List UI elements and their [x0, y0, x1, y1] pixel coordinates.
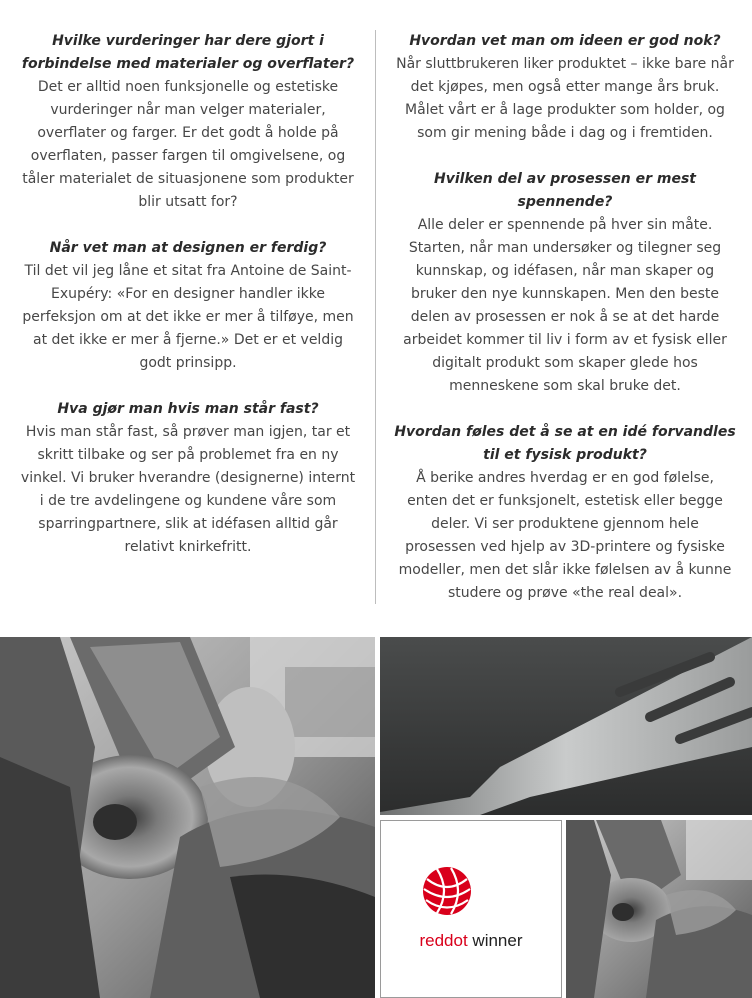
question: Hvordan føles det å se at en idé forvandles til et fysisk produkt? [394, 424, 736, 463]
left-column [20, 30, 356, 582]
reddot-logo-icon [421, 865, 473, 917]
question: Hvilke vurderinger har dere gjort i forbindelse med materialer og overflater? [21, 33, 355, 72]
qa-block [394, 30, 736, 145]
qa-block [20, 237, 356, 375]
qa-block [394, 168, 736, 398]
reddot-winner-label [381, 931, 561, 951]
grinding-wheel-photo [0, 637, 375, 998]
qa-block [394, 421, 736, 605]
qa-block [20, 398, 356, 559]
winner-word: winner [467, 931, 523, 950]
answer: Hvis man står fast, så prøver man igjen, tar et skritt tilbake og ser på problemet fra en ny vinkel. Vi bruker hverandre (designerne) internt i de tre avdelingene og kundene våre som sparringpartnere, slik at idéfasen alltid går relativt knirkefritt. [20, 424, 356, 555]
reddot-brand: reddot [419, 931, 468, 950]
question: Hvilken del av prosessen er mest spennende? [434, 171, 696, 210]
grinding-wheel-photo-small [566, 820, 752, 998]
answer: Til det vil jeg låne et sitat fra Antoine de Saint-Exupéry: «For en designer handler ikke perfeksjon om at det ikke er mer å tilføye, men at det ikke er mer å fjerne.» Det er et veldig godt prinsipp. [22, 263, 354, 371]
answer: Å berike andres hverdag er en god følelse, enten det er funksjonelt, estetisk eller begge deler. Vi ser produktene gjennom hele prosessen ved hjelp av 3D-printere og fysiske modeller, men det slår ikke følelsen av å kunne studere og prøve «the real deal». [398, 470, 732, 601]
qa-block [20, 30, 356, 214]
column-divider [375, 30, 376, 604]
fork-closeup-photo [380, 637, 752, 815]
question: Hva gjør man hvis man står fast? [57, 401, 319, 417]
question: Når vet man at designen er ferdig? [49, 240, 327, 256]
answer: Det er alltid noen funksjonelle og estetiske vurderinger når man velger materialer, overflater og farger. Er det godt å holde på overflaten, passer fargen til omgivelsene, og tåler materialet de situasjonene som produkter blir utsatt for? [22, 79, 354, 210]
answer: Når sluttbrukeren liker produktet – ikke bare når det kjøpes, men også etter mange års bruk. Målet vårt er å lage produkter som holder, og som gir mening både i dag og i fremtiden. [396, 56, 734, 141]
answer: Alle deler er spennende på hver sin måte. Starten, når man undersøker og tilegner seg kunnskap, og idéfasen, når man skaper og bruker den nye kunnskapen. Men den beste delen av prosessen er nok å se at det harde arbeidet kommer til liv i form av et fysisk eller digitalt produkt som skaper glede hos menneskene som skal bruke det. [403, 217, 727, 394]
right-column [394, 30, 736, 628]
question: Hvordan vet man om ideen er god nok? [409, 33, 721, 49]
reddot-award-badge [380, 820, 562, 998]
